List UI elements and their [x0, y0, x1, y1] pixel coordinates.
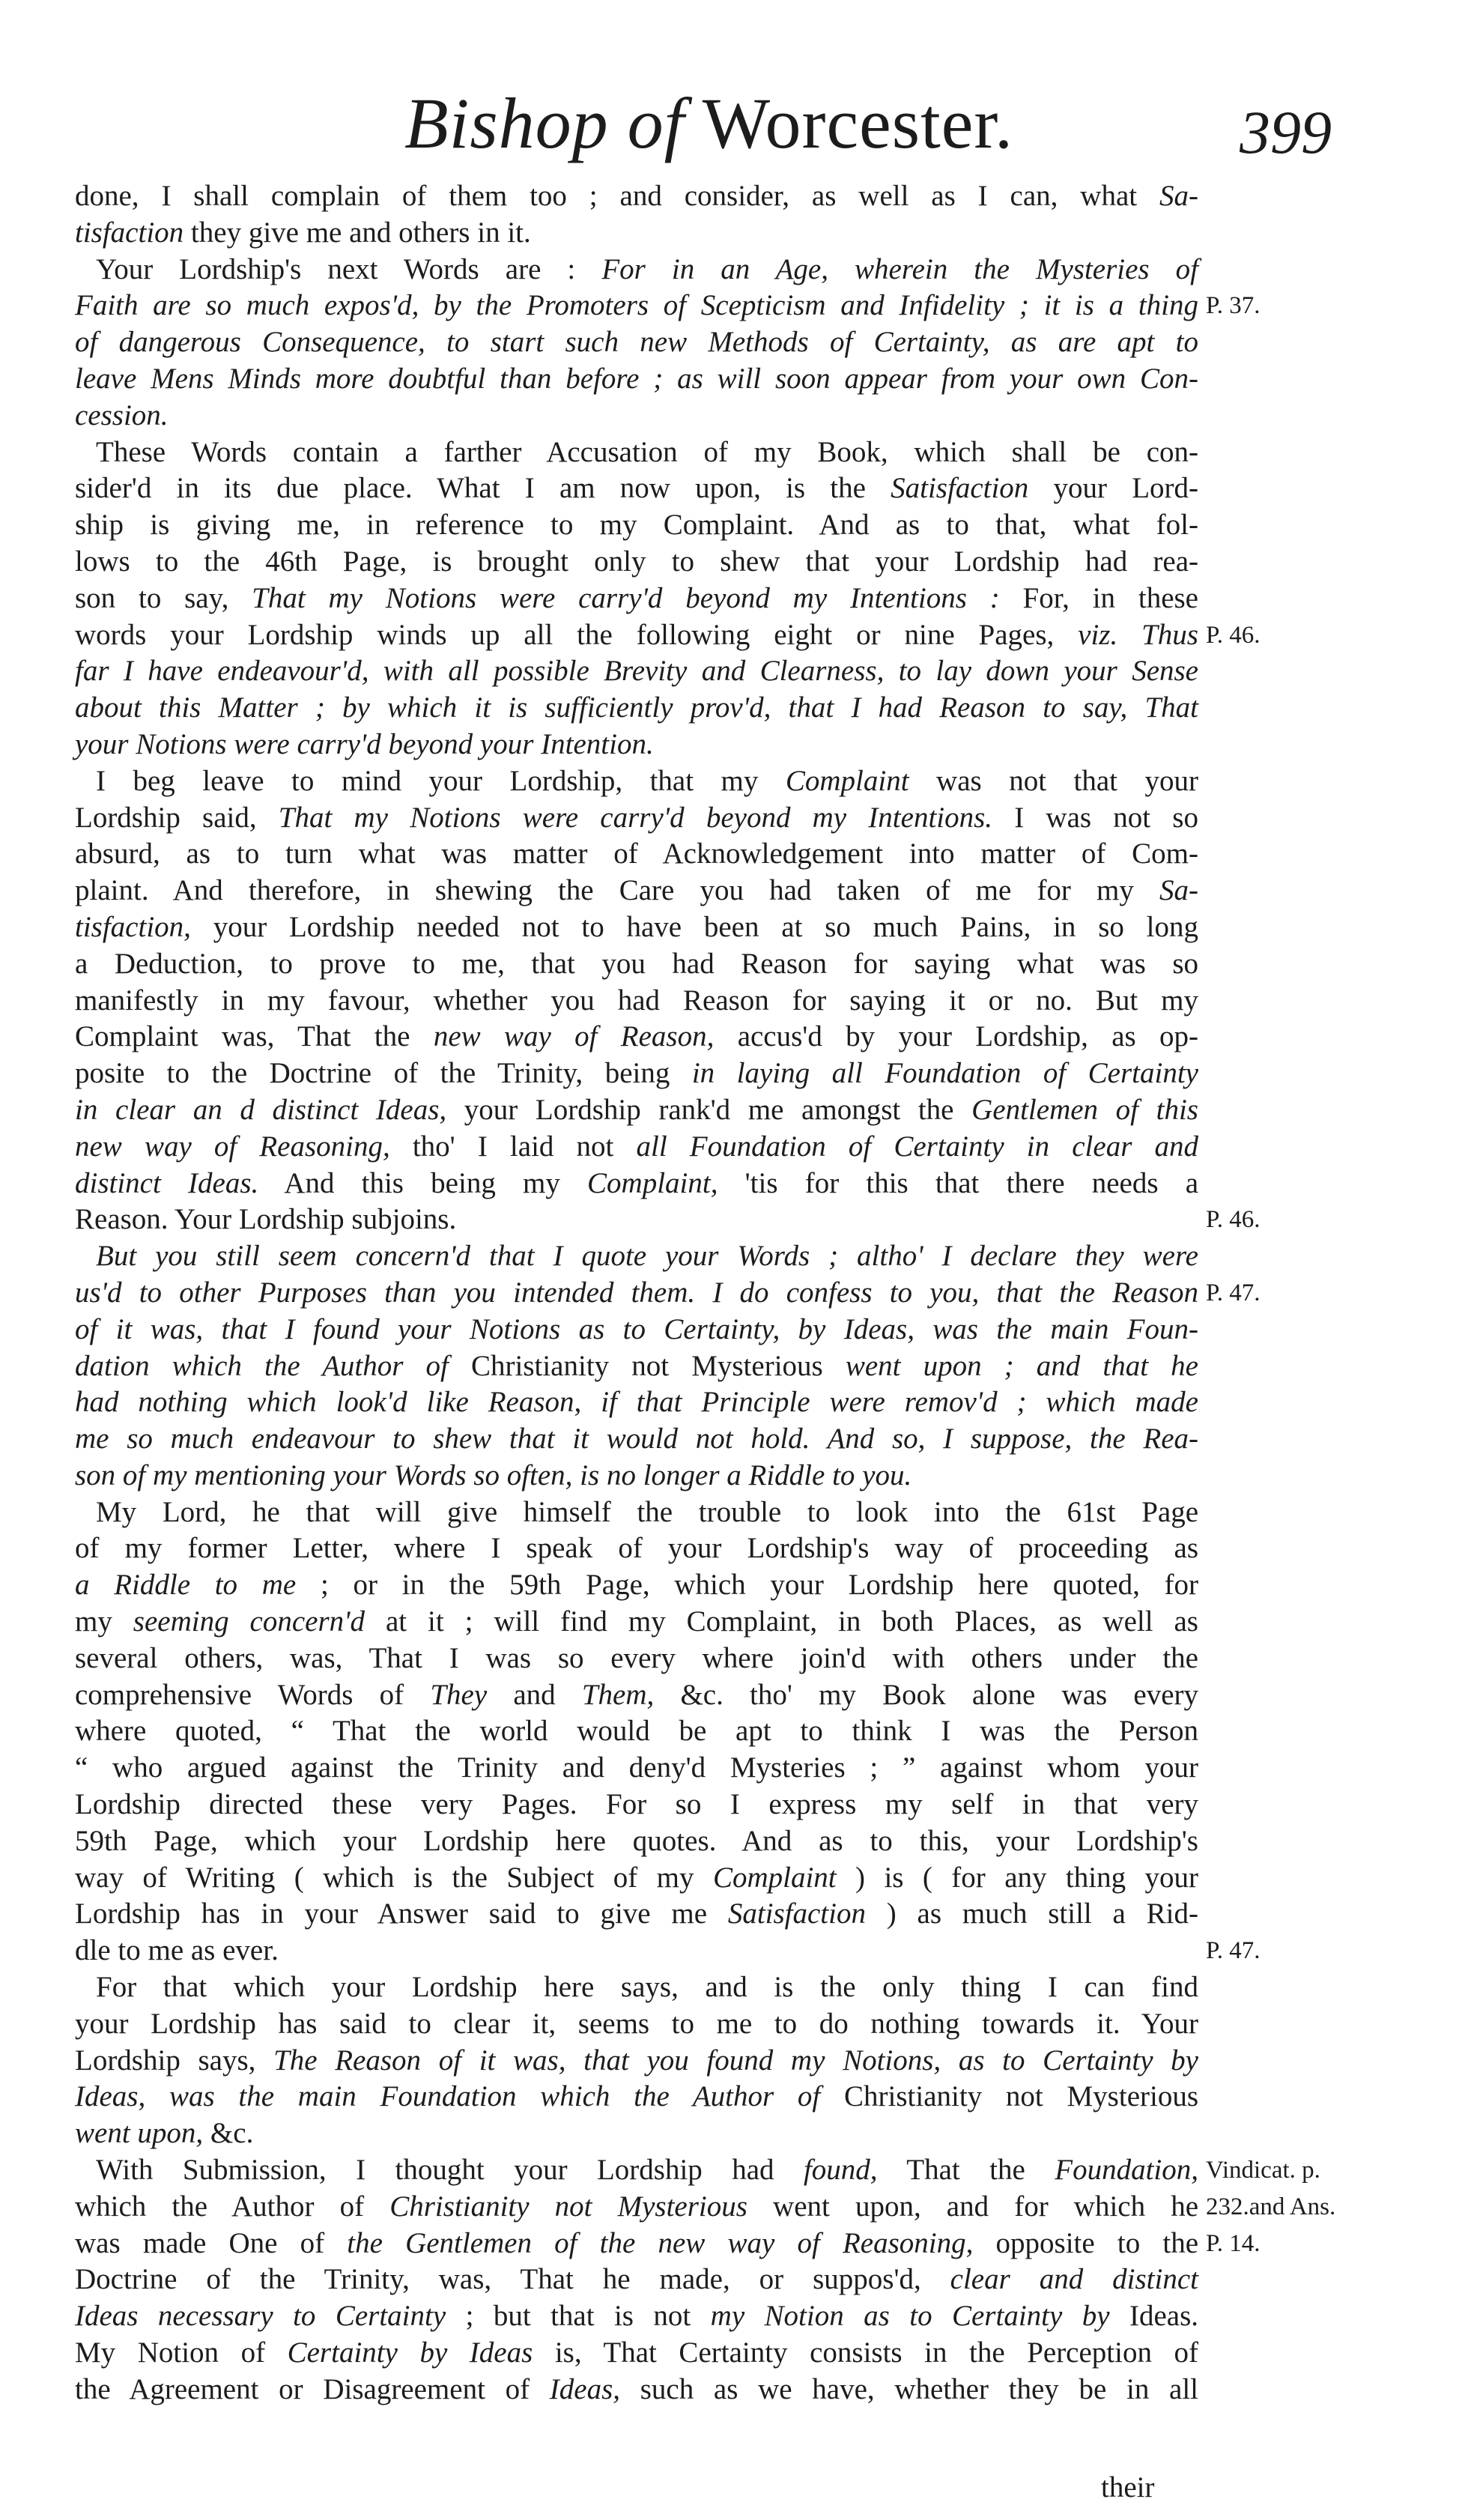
text-line [75, 1677, 1198, 1714]
roman-run: Lordship directed these very Pages. For so I express my self in that very [75, 1788, 1198, 1821]
text-line [75, 544, 1198, 581]
roman-run: lows to the 46th Page, is brought only to shew that your Lordship had rea- [75, 545, 1198, 578]
roman-run: way of Writing ( which is the Subject of my [75, 1861, 713, 1894]
italic-run: son of my mentioning your Words so often, is no longer a Riddle to you. [75, 1459, 912, 1491]
italic-run: Sa- [1159, 180, 1198, 212]
roman-run: which the Author of [75, 2190, 390, 2223]
text-line [75, 1055, 1198, 1092]
text-line [75, 2043, 1198, 2080]
italic-run: distinct Ideas. [75, 1166, 259, 1199]
text-line [75, 983, 1198, 1020]
roman-run: went upon, and for which he [747, 2190, 1199, 2223]
text-line [75, 909, 1198, 946]
text-line [75, 470, 1198, 507]
italic-run: cession. [75, 399, 169, 431]
italic-run: all Foundation of Certainty in clear and [636, 1130, 1198, 1163]
text-line [75, 1202, 1198, 1238]
roman-run: my [75, 1605, 133, 1638]
running-head [404, 79, 1013, 169]
text-line [75, 763, 1198, 800]
roman-run: For that which your Lordship here says, and is the only thing I can find [96, 1971, 1198, 2004]
roman-run: ship is giving me, in reference to my Complaint. And as to that, what fol- [75, 509, 1198, 542]
text-line [75, 2226, 1198, 2262]
roman-run: “ who argued against the Trinity and deny'd Mysteries ; ” against whom your [75, 1751, 1198, 1784]
margin-note: P. 37. [1206, 292, 1261, 320]
italic-run: Ideas necessary to Certainty [75, 2300, 446, 2333]
italic-run: The Reason of it was, that you found my Notions, as to Certainty by [273, 2044, 1198, 2077]
roman-run: Complaint was, That the [75, 1020, 434, 1053]
italic-run: of dangerous Consequence, to start such new Methods of Certainty, as are apt to [75, 326, 1198, 359]
italic-run: That my Notions were carry'd beyond my Intentions : [252, 581, 1000, 614]
roman-run: Christianity not Mysterious [470, 1349, 846, 1382]
roman-run: That the [877, 2154, 1055, 2187]
text-line [75, 1458, 1198, 1494]
italic-run: Gentlemen of this [971, 1093, 1198, 1126]
italic-run: Christianity not Mysterious [389, 2190, 747, 2223]
text-line [75, 398, 1198, 434]
text-line [75, 178, 1198, 215]
text-line [75, 1530, 1198, 1567]
italic-run: Ideas, was the main Foundation which the Author of [75, 2080, 845, 2113]
italic-run: the Gentlemen of the new way of Reasoning, [347, 2226, 974, 2259]
text-line [75, 2006, 1198, 2043]
roman-run: tho' I laid not [389, 1130, 637, 1163]
margin-note: P. 14. [1206, 2229, 1261, 2257]
margin-note: 232.and Ans. [1206, 2193, 1336, 2220]
text-line [75, 507, 1198, 544]
roman-run: Doctrine of the Trinity, was, That he made, or suppos'd, [75, 2263, 950, 2296]
italic-run: Complaint [785, 764, 909, 797]
margin-note: Vindicat. p. [1206, 2157, 1320, 2184]
text-line [75, 1166, 1198, 1202]
italic-run: dation which the Author of [75, 1349, 471, 1382]
italic-run: clear and distinct [950, 2263, 1198, 2296]
italic-run: far I have endeavour'd, with all possible Brevity and Clearness, to lay down your Sense [75, 655, 1198, 688]
roman-run: Ideas. [1109, 2300, 1198, 2333]
roman-run: &c. tho' my Book alone was every [654, 1678, 1198, 1711]
roman-run: at it ; will find my Complaint, in both Places, as well as [365, 1605, 1198, 1638]
roman-run: was not that your [909, 764, 1198, 797]
roman-run: Christianity not Mysterious [844, 2080, 1199, 2113]
roman-run: where quoted, “ That the world would be apt to think I was the Person [75, 1715, 1198, 1748]
roman-run: done, I shall complain of them too ; and consider, as well as I can, what [75, 180, 1159, 212]
text-line [75, 1713, 1198, 1750]
italic-run: They [430, 1678, 488, 1711]
text-line [75, 1604, 1198, 1641]
italic-run: Sa- [1159, 874, 1198, 907]
text-line [75, 215, 1198, 252]
roman-run: ; but that is not [446, 2300, 711, 2333]
italic-run: leave Mens Minds more doubtful than before ; as will soon appear from your own Con- [75, 362, 1198, 395]
roman-run: &c. [203, 2117, 254, 2150]
italic-run: tisfaction [75, 216, 184, 249]
italic-run: had nothing which look'd like Reason, if that Principle were remov'd ; which made [75, 1386, 1198, 1419]
text-line [75, 1092, 1198, 1129]
text-line [75, 2079, 1198, 2115]
margin-note: P. 47. [1206, 1279, 1261, 1306]
roman-run: was made One of [75, 2226, 348, 2259]
italic-run: Certainty by Ideas [287, 2336, 533, 2369]
italic-run: Foundation, [1055, 2154, 1198, 2187]
running-head-roman: Worcester. [685, 83, 1014, 163]
text-line [75, 1348, 1198, 1385]
italic-run: went upon, [75, 2117, 204, 2150]
italic-run: your Notions were carry'd beyond your Intention. [75, 727, 654, 760]
roman-run: your Lordship needed not to have been at so much Pains, in so long [190, 910, 1198, 943]
italic-run: viz. Thus [1078, 618, 1198, 651]
roman-run: comprehensive Words of [75, 1678, 431, 1711]
italic-run: That my Notions were carry'd beyond my Intentions. [278, 801, 993, 834]
body-text [75, 178, 1198, 2408]
running-head-italic: Bishop of [404, 83, 685, 163]
text-line [75, 617, 1198, 654]
text-line [75, 1823, 1198, 1860]
text-line [75, 2335, 1198, 2372]
margin-note: P. 46. [1206, 1206, 1261, 1234]
text-line [75, 288, 1198, 324]
roman-run: Your Lordship's next Words are : [96, 252, 602, 285]
roman-run: such as we have, whether they be in all [620, 2372, 1199, 2405]
roman-run: plaint. And therefore, in shewing the Care you had taken of me for my [75, 874, 1159, 907]
text-line [75, 2152, 1198, 2189]
text-line [75, 1787, 1198, 1823]
page-number: 399 [1240, 98, 1332, 166]
roman-run: For, in these [999, 581, 1198, 614]
catchword: their [1101, 2471, 1155, 2504]
roman-run: son to say, [75, 581, 252, 614]
roman-run: I beg leave to mind your Lordship, that my [96, 764, 786, 797]
text-line [75, 2298, 1198, 2335]
roman-run: ) as much still a Rid- [865, 1897, 1198, 1930]
roman-run: My Lord, he that will give himself the trouble to look into the 61st Page [96, 1495, 1198, 1528]
text-line [75, 1384, 1198, 1421]
roman-run: And this being my [258, 1166, 588, 1199]
text-line [75, 324, 1198, 361]
roman-run: and [487, 1678, 582, 1711]
roman-run: of my former Letter, where I speak of your Lordship's way of proceeding as [75, 1532, 1198, 1565]
italic-run: went upon ; and that he [845, 1349, 1198, 1382]
italic-run: my Notion as to Certainty by [710, 2300, 1110, 2333]
text-line [75, 1494, 1198, 1531]
roman-run: the Agreement or Disagreement of [75, 2372, 550, 2405]
roman-run: your Lord- [1028, 472, 1198, 505]
text-line [75, 361, 1198, 398]
italic-run: in clear an d distinct Ideas, [75, 1093, 447, 1126]
italic-run: new way of Reason, [433, 1020, 715, 1053]
text-line [75, 1860, 1198, 1897]
text-line [75, 800, 1198, 837]
text-line [75, 836, 1198, 873]
italic-run: tisfaction, [75, 910, 191, 943]
roman-run: 59th Page, which your Lordship here quotes. And as to this, your Lordship's [75, 1824, 1198, 1857]
italic-run: in laying all Foundation of Certainty [691, 1057, 1198, 1090]
text-line [75, 1567, 1198, 1604]
text-line [75, 1933, 1198, 1969]
page-header [0, 79, 1459, 176]
text-line [75, 1896, 1198, 1933]
text-line [75, 1750, 1198, 1787]
roman-run: sider'd in its due place. What I am now upon, is the [75, 472, 891, 505]
text-line [75, 2372, 1198, 2408]
roman-run: absurd, as to turn what was matter of Acknowledgement into matter of Com- [75, 838, 1198, 870]
text-line [75, 1312, 1198, 1348]
roman-run: With Submission, I thought your Lordship had [96, 2154, 804, 2187]
italic-run: found, [803, 2154, 878, 2187]
roman-run: your Lordship rank'd me amongst the [446, 1093, 972, 1126]
roman-run: your Lordship has said to clear it, seems to me to do nothing towards it. Your [75, 2007, 1198, 2040]
text-line [75, 727, 1198, 763]
text-line [75, 1019, 1198, 1055]
italic-run: us'd to other Purposes than you intended them. I do confess to you, that the Reason [75, 1276, 1198, 1309]
roman-run: dle to me as ever. [75, 1934, 279, 1967]
text-line [75, 434, 1198, 471]
roman-run: ) is ( for any thing your [836, 1861, 1198, 1894]
roman-run: I was not so [992, 801, 1198, 834]
text-line [75, 1421, 1198, 1458]
roman-run: manifestly in my favour, whether you had Reason for saying it or no. But my [75, 984, 1198, 1017]
roman-run: 'tis for this that there needs a [718, 1166, 1199, 1199]
italic-run: new way of Reasoning, [75, 1130, 390, 1163]
italic-run: Ideas, [549, 2372, 621, 2405]
text-line [75, 1969, 1198, 2006]
italic-run: seeming concern'd [133, 1605, 365, 1638]
italic-run: Faith are so much expos'd, by the Promoters of Scepticism and Infidelity ; it is a thing [75, 289, 1198, 322]
italic-run: Satisfaction [891, 472, 1029, 505]
roman-run: words your Lordship winds up all the following eight or nine Pages, [75, 618, 1079, 651]
text-line [75, 1129, 1198, 1166]
roman-run: These Words contain a farther Accusation of my Book, which shall be con- [96, 435, 1198, 468]
text-line [75, 2115, 1198, 2152]
italic-run: Them, [581, 1678, 655, 1711]
roman-run: Lordship said, [75, 801, 279, 834]
text-line [75, 1641, 1198, 1677]
italic-run: of it was, that I found your Notions as to Certainty, by Ideas, was the main Foun- [75, 1312, 1198, 1345]
text-line [75, 2189, 1198, 2226]
text-line [75, 252, 1198, 288]
roman-run: My Notion of [75, 2336, 288, 2369]
roman-run: Lordship says, [75, 2044, 274, 2077]
text-line [75, 1275, 1198, 1312]
roman-run: a Deduction, to prove to me, that you had Reason for saying what was so [75, 947, 1198, 980]
italic-run: For in an Age, wherein the Mysteries of [601, 252, 1198, 285]
margin-note: P. 46. [1206, 621, 1261, 649]
roman-run: Lordship has in your Answer said to give me [75, 1897, 728, 1930]
roman-run: is, That Certainty consists in the Perception of [533, 2336, 1198, 2369]
margin-note: P. 47. [1206, 1937, 1261, 1965]
text-line [75, 2262, 1198, 2298]
italic-run: me so much endeavour to shew that it would not hold. And so, I suppose, the Rea- [75, 1423, 1198, 1456]
roman-run: opposite to the [973, 2226, 1199, 2259]
italic-run: But you still seem concern'd that I quote your Words ; altho' I declare they were [96, 1240, 1198, 1273]
roman-run: posite to the Doctrine of the Trinity, being [75, 1057, 692, 1090]
roman-run: several others, was, That I was so every where join'd with others under the [75, 1641, 1198, 1674]
text-line [75, 653, 1198, 690]
text-line [75, 1238, 1198, 1275]
text-line [75, 690, 1198, 727]
italic-run: Complaint [712, 1861, 837, 1894]
roman-run: they give me and others in it. [183, 216, 531, 249]
italic-run: a Riddle to me [75, 1569, 297, 1602]
roman-run: ; or in the 59th Page, which your Lordship here quoted, for [296, 1569, 1198, 1602]
italic-run: about this Matter ; by which it is sufficiently prov'd, that I had Reason to say, That [75, 691, 1198, 724]
roman-run: Reason. Your Lordship subjoins. [75, 1203, 457, 1236]
italic-run: Satisfaction [727, 1897, 866, 1930]
italic-run: Complaint, [587, 1166, 718, 1199]
text-line [75, 946, 1198, 983]
text-line [75, 873, 1198, 909]
text-line [75, 581, 1198, 617]
roman-run: accus'd by your Lordship, as op- [714, 1020, 1199, 1053]
